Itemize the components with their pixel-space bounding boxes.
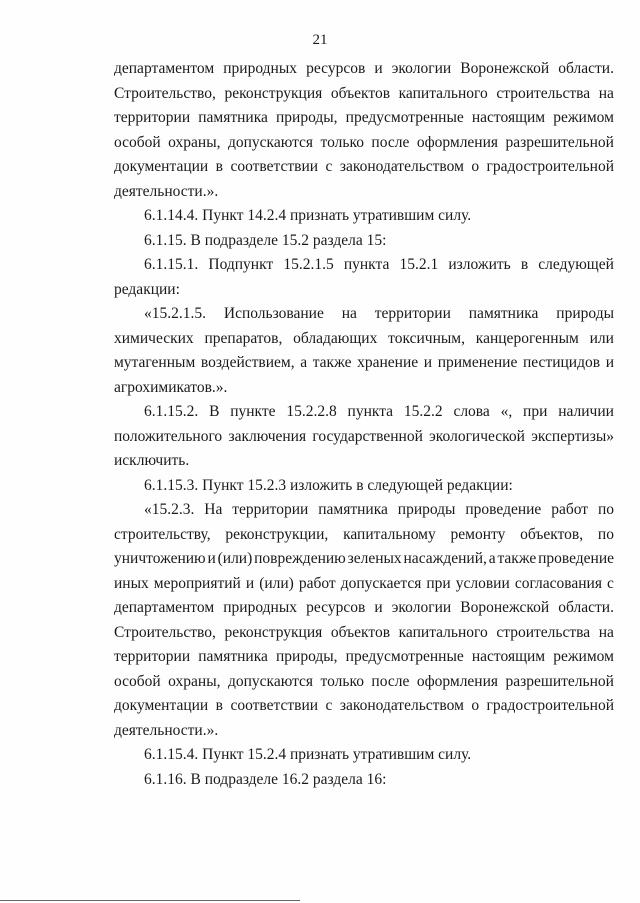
word: канцерогенным [475, 329, 579, 347]
text-line [114, 400, 614, 425]
word: в [520, 256, 529, 273]
word: экспертизы» [531, 427, 614, 445]
word: 15.2.2.8 [286, 403, 337, 420]
text-line [114, 572, 614, 597]
word: оформления [416, 133, 499, 151]
word: пункте [230, 403, 276, 420]
word: допускаются [227, 133, 314, 151]
word: с [325, 158, 333, 175]
paragraph [114, 474, 614, 499]
word: допускается [340, 574, 422, 592]
word: а [300, 354, 308, 371]
word: разрешительной [505, 672, 614, 690]
word: законодательством [339, 697, 464, 714]
word: департаментом [114, 599, 215, 616]
word: а [488, 550, 496, 567]
page-number: 21 [312, 32, 328, 48]
text-line [114, 57, 614, 82]
footer-rule [0, 900, 300, 901]
word: мероприятий [153, 574, 241, 592]
word: допускаются [227, 672, 314, 690]
word: области. [558, 599, 614, 616]
text-line [114, 621, 614, 646]
text-line: деятельности.». [114, 721, 219, 739]
word: химических [114, 329, 194, 347]
text-line: 6.1.15.4. Пункт 15.2.4 признать утратившим силу. [144, 746, 472, 763]
word: предусмотренные [345, 648, 464, 665]
word: и [245, 574, 255, 592]
word: 15.2.1.5 [283, 256, 334, 273]
word: соответствии [230, 697, 319, 714]
word: также [497, 550, 537, 567]
word: строительству, [114, 525, 211, 543]
word: объектов, [520, 525, 584, 543]
word: заключения [228, 427, 307, 445]
word: условии [455, 574, 510, 592]
text-line [114, 131, 614, 156]
word: градостроительной [486, 158, 614, 175]
word: 6.1.15.2. [144, 403, 199, 420]
word: о [471, 697, 480, 714]
word: природы, [275, 648, 338, 665]
text-line: деятельности.». [114, 182, 219, 200]
word: документации [114, 158, 209, 175]
text-line: 6.1.15.3. Пункт 15.2.3 изложить в следующей редакции: [144, 476, 513, 494]
word: и [423, 354, 433, 371]
paragraph [114, 253, 614, 302]
word: после [371, 133, 410, 151]
word: работ [551, 501, 589, 518]
text-line [114, 302, 614, 327]
word: природы [397, 501, 456, 518]
text-line [114, 523, 614, 548]
word: «, [500, 403, 513, 420]
word: воздействием, [200, 354, 295, 371]
word: департаментом [114, 60, 215, 77]
word: объектов [330, 623, 391, 641]
document-body [114, 57, 614, 792]
word: объектов [330, 84, 391, 102]
word: памятника [318, 501, 388, 518]
word: хранение [357, 354, 419, 371]
word: только [320, 672, 364, 690]
text-line [114, 694, 614, 719]
word: капитального [398, 623, 488, 641]
word: наличии [558, 403, 614, 420]
word: памятника [468, 305, 539, 322]
word: Подпункт [208, 256, 274, 273]
word: режимом [553, 648, 614, 665]
word: пункта [347, 403, 394, 420]
word: по [597, 525, 614, 543]
word: 6.1.15.1. [144, 256, 199, 273]
word: слова [453, 403, 490, 420]
text-line [114, 327, 614, 352]
text-line [114, 498, 614, 523]
text-line [114, 425, 614, 450]
word: памятника [198, 648, 268, 665]
word: только [320, 133, 364, 151]
text-line [114, 82, 614, 107]
text-line [114, 670, 614, 695]
word: с [325, 697, 333, 714]
word: пестицидов [523, 354, 601, 371]
word: Строительство, [114, 623, 216, 641]
word: особой [114, 133, 161, 151]
text-line [114, 547, 614, 572]
word: ресурсов [306, 60, 366, 77]
word: режимом [553, 109, 614, 126]
word: проведение [465, 501, 542, 518]
word: при [426, 574, 451, 592]
text-line: 6.1.14.4. Пункт 14.2.4 признать утратившим силу. [144, 207, 472, 224]
word: насаждений, [403, 550, 487, 567]
word: Воронежской [460, 599, 550, 616]
word: согласования [514, 574, 602, 592]
text-line: 6.1.15. В подразделе 15.2 раздела 15: [144, 231, 387, 249]
word: законодательством [339, 158, 464, 175]
paragraph [114, 768, 614, 793]
word: природы, [275, 109, 338, 126]
word: территории [114, 109, 191, 126]
paragraph [114, 302, 614, 400]
word: зеленых [347, 550, 402, 567]
word: экологической [429, 427, 525, 445]
word: повреждению [254, 550, 346, 567]
word: государственной [312, 427, 423, 445]
text-line [114, 645, 614, 670]
text-line [114, 253, 614, 278]
word: территории [232, 501, 309, 518]
word: 15.2.2 [403, 403, 443, 420]
word: по [597, 501, 614, 518]
word: и [374, 60, 383, 77]
word: также [312, 354, 352, 371]
word: природы [556, 305, 614, 322]
word: 15.2.1 [399, 256, 439, 273]
word: ремонту [450, 525, 506, 543]
text-line: агрохимикатов.». [114, 378, 228, 396]
word: реконструкция [224, 623, 323, 641]
word: настоящим [471, 109, 546, 126]
word: разрешительной [505, 133, 614, 151]
word: работ [298, 574, 336, 592]
word: На [204, 501, 223, 518]
word: области. [558, 60, 614, 77]
text-line: редакции: [114, 280, 180, 298]
paragraph [114, 400, 614, 474]
word: после [371, 672, 410, 690]
word: Строительство, [114, 84, 216, 102]
text-line: 6.1.16. В подразделе 16.2 раздела 16: [144, 770, 387, 788]
text-line [114, 106, 614, 131]
word: на [598, 84, 614, 102]
word: территории [114, 648, 191, 665]
word: в [215, 697, 223, 714]
word: Воронежской [460, 60, 550, 77]
word: оформления [416, 672, 499, 690]
word: проведение [538, 550, 614, 567]
paragraph [114, 229, 614, 254]
text-line [114, 596, 614, 621]
word: мутагенным [114, 354, 196, 371]
word: уничтожению [114, 550, 206, 567]
word: Использование [223, 305, 324, 322]
word: (или) [217, 550, 253, 567]
paragraph [114, 57, 614, 204]
word: соответствии [230, 158, 319, 175]
word: строительства [496, 84, 591, 102]
word: препаратов, [204, 329, 283, 347]
paragraph [114, 498, 614, 743]
word: в [215, 158, 223, 175]
word: «15.2.3. [144, 501, 195, 518]
word: положительного [114, 427, 223, 445]
word: обладающих [293, 329, 378, 347]
word: настоящим [471, 648, 546, 665]
word: и [207, 550, 216, 567]
word: природных [223, 599, 298, 616]
word: капитальному [343, 525, 436, 543]
word: о [471, 158, 480, 175]
word: пункта [343, 256, 390, 273]
word: природных [223, 60, 298, 77]
word: изложить [448, 256, 511, 273]
word: токсичным, [388, 329, 465, 347]
text-line: исключить. [114, 452, 190, 469]
text-line [114, 155, 614, 180]
word: строительства [496, 623, 591, 641]
word: применение [437, 354, 518, 371]
word: особой [114, 672, 161, 690]
word: документации [114, 697, 209, 714]
word: экологии [391, 60, 452, 77]
word: капитального [398, 84, 488, 102]
paragraph [114, 204, 614, 229]
word: градостроительной [486, 697, 614, 714]
word: реконструкция [224, 84, 323, 102]
word: с [607, 574, 614, 592]
word: ресурсов [306, 599, 366, 616]
word: охраны, [168, 133, 221, 151]
word: (или) [259, 574, 294, 592]
word: на [341, 305, 357, 322]
word: иных [114, 574, 149, 592]
word: и [374, 599, 383, 616]
word: и [605, 354, 614, 371]
word: на [598, 623, 614, 641]
word: В [209, 403, 220, 420]
word: следующей [538, 256, 614, 273]
word: при [523, 403, 548, 420]
word: «15.2.1.5. [144, 305, 206, 322]
word: предусмотренные [345, 109, 464, 126]
word: территории [374, 305, 451, 322]
word: или [589, 329, 614, 347]
word: реконструкции, [225, 525, 329, 543]
paragraph [114, 743, 614, 768]
word: охраны, [168, 672, 221, 690]
text-line [114, 351, 614, 376]
word: памятника [198, 109, 268, 126]
word: экологии [391, 599, 452, 616]
